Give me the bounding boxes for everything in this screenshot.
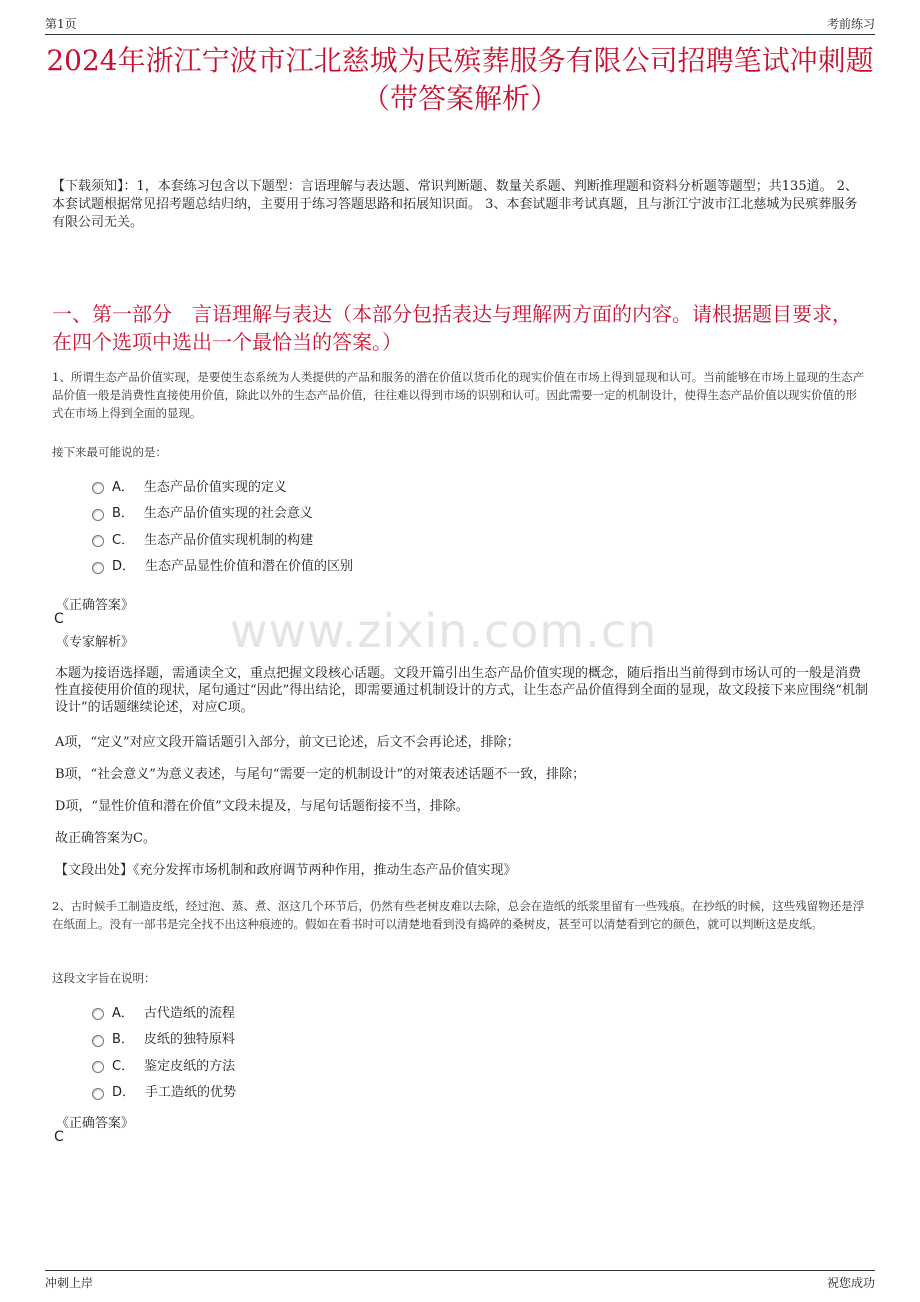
answer-label: 《正确答案》 bbox=[56, 598, 135, 613]
source-paragraph: 【文段出处】《充分发挥市场机制和政府调节两种作用，推动生态产品价值实现》 bbox=[55, 863, 517, 878]
radio-icon[interactable] bbox=[92, 562, 104, 574]
option-b[interactable]: B． 生态产品价值实现的社会意义 bbox=[92, 499, 353, 526]
question-1-options bbox=[92, 472, 353, 578]
option-d[interactable]: D． 手工造纸的优势 bbox=[92, 1078, 236, 1105]
question-1-prompt: 接下来最可能说的是： bbox=[52, 445, 167, 459]
analysis-paragraph: 故正确答案为C。 bbox=[55, 831, 156, 846]
option-a[interactable]: A． 生态产品价值实现的定义 bbox=[92, 472, 353, 499]
header-tag: 考前练习 bbox=[826, 17, 875, 31]
radio-icon[interactable] bbox=[92, 482, 104, 494]
radio-icon[interactable] bbox=[92, 535, 104, 547]
option-a[interactable]: A． 古代造纸的流程 bbox=[92, 998, 236, 1025]
option-d[interactable]: D． 生态产品显性价值和潜在价值的区别 bbox=[92, 552, 353, 579]
answer-label: 《正确答案》 bbox=[56, 1116, 135, 1131]
analysis-paragraph: B项，“社会意义”为意义表述，与尾句“需要一定的机制设计”的对策表述话题不一致，排除； bbox=[55, 767, 586, 782]
option-c[interactable]: C． 鉴定皮纸的方法 bbox=[92, 1051, 236, 1078]
radio-icon[interactable] bbox=[92, 1088, 104, 1100]
analysis-paragraph: A项，“定义”对应文段开篇话题引入部分，前文已论述，后文不会再论述，排除； bbox=[55, 735, 520, 750]
watermark: www.zixin.com.cn bbox=[230, 604, 658, 658]
answer-value: C bbox=[54, 611, 64, 627]
footer-right: 祝您成功 bbox=[826, 1276, 875, 1290]
analysis-paragraph: D项，“显性价值和潜在价值”文段未提及，与尾句话题衔接不当，排除。 bbox=[55, 799, 469, 814]
option-c[interactable]: C． 生态产品价值实现机制的构建 bbox=[92, 525, 353, 552]
answer-value: C bbox=[54, 1129, 64, 1145]
footer-left: 冲刺上岸 bbox=[45, 1276, 94, 1290]
question-2-text: 2、古时候手工制造皮纸，经过泡、蒸、煮、沤这几个环节后，仍然有些老树皮难以去除，总会在造纸的纸浆里留有一些残痕。在抄纸的时候，这些残留物还是浮在纸面上。没有一部书是完全找不出这种痕迹的。假如在看书时可以清楚地看到没有捣碎的桑树皮，甚至可以清楚看到它的颜色，就可以判断这是皮纸。 bbox=[52, 899, 865, 931]
radio-icon[interactable] bbox=[92, 509, 104, 521]
radio-icon[interactable] bbox=[92, 1035, 104, 1047]
analysis-label: 《专家解析》 bbox=[56, 635, 135, 650]
download-notice: 【下载须知】：1，本套练习包含以下题型：言语理解与表达题、常识判断题、数量关系题、判断推理题和资料分析题等题型；共135道。 2、本套试题根据常见招考题总结归纳，主要用于练习答题思路和拓展知识面。 3、本套试题非考试真题，且与浙江宁波市江北慈城为民殡葬服务有限公司无关。 bbox=[52, 179, 858, 230]
page-number: 第1页 bbox=[45, 17, 77, 31]
document-title: 2024年浙江宁波市江北慈城为民殡葬服务有限公司招聘笔试冲刺题（带答案解析） bbox=[46, 44, 874, 115]
radio-icon[interactable] bbox=[92, 1008, 104, 1020]
question-2-prompt: 这段文字旨在说明： bbox=[52, 971, 156, 985]
question-2-options bbox=[92, 998, 236, 1104]
section-heading: 一、第一部分 言语理解与表达（本部分包括表达与理解两方面的内容。请根据题目要求，在四个选项中选出一个最恰当的答案。） bbox=[52, 302, 852, 354]
page-footer bbox=[45, 1270, 875, 1293]
radio-icon[interactable] bbox=[92, 1061, 104, 1073]
analysis-paragraph: 本题为接语选择题，需通读全文，重点把握文段核心话题。文段开篇引出生态产品价值实现的概念，随后指出当前得到市场认可的一般是消费性直接使用价值的现状，尾句通过“因此”得出结论，即需要通过机制设计的方式，让生态产品价值得到全面的显现，故文段接下来应围绕“机制设计”的话题继续论述，对应C项。 bbox=[55, 666, 868, 715]
page-header bbox=[45, 12, 875, 35]
option-b[interactable]: B． 皮纸的独特原料 bbox=[92, 1025, 236, 1052]
question-1-text: 1、所谓生态产品价值实现，是要使生态系统为人类提供的产品和服务的潜在价值以货币化的现实价值在市场上得到显现和认可。当前能够在市场上显现的生态产品价值一般是消费性直接使用价值，除此以外的生态产品价值，往往难以得到市场的识别和认可。因此需要一定的机制设计，使得生态产品价值以现实价值的形式在市场上得到全面的显现。 bbox=[52, 370, 865, 420]
